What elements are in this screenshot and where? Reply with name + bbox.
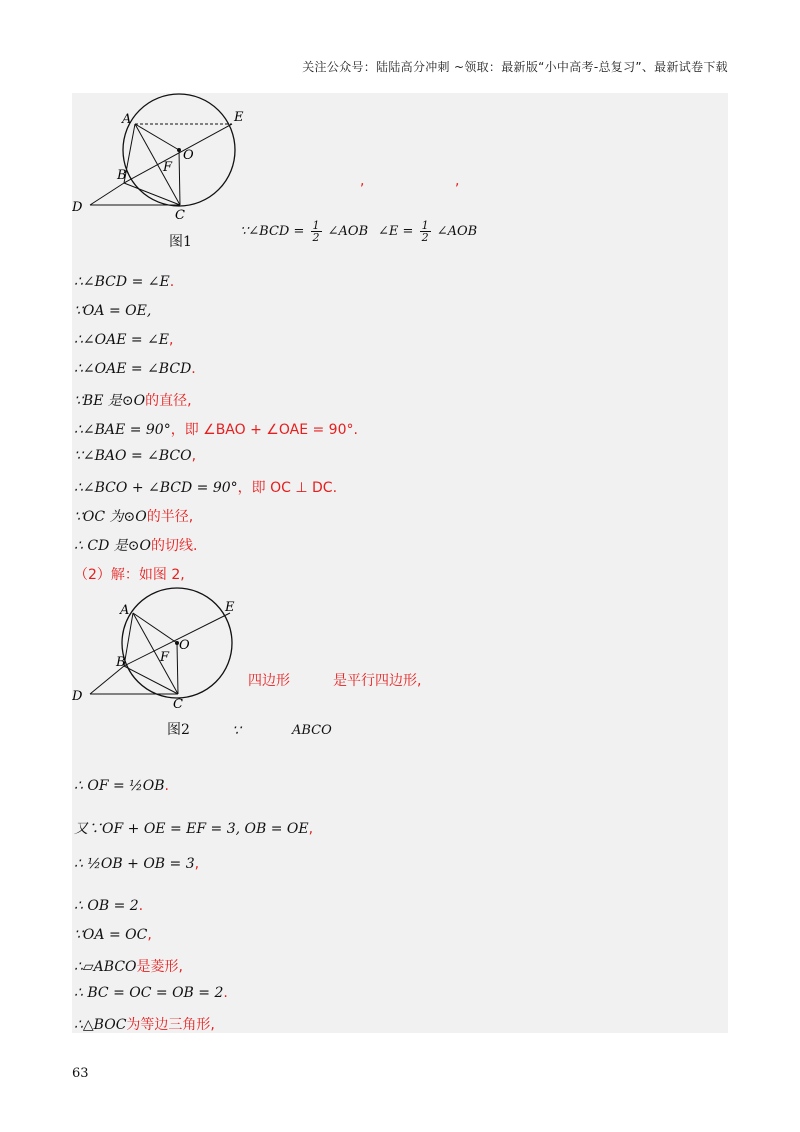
fig2-label-F: F: [160, 650, 170, 665]
proof2-line-7: ∴ BC = OC = OB = 2.: [74, 985, 228, 1001]
proof1-line-1: ∴∠BCD = ∠E.: [74, 274, 175, 290]
figure-1-caption: 图1: [169, 234, 192, 250]
proof2-line-8: ∴△BOC为等边三角形,: [74, 1017, 215, 1033]
proof1-line-2: ∵OA = OE,: [74, 303, 152, 319]
solution-panel: [72, 93, 728, 1033]
proof2-line-4: ∴ OB = 2.: [74, 898, 144, 914]
fig2-label-B: B: [116, 655, 126, 670]
figure-2-caption: 图2: [167, 722, 190, 738]
figure-2-diagram: [72, 586, 252, 711]
label-O: O: [183, 148, 194, 163]
label-B: B: [117, 168, 127, 183]
proof2-line-5: ∵OA = OC,: [74, 927, 152, 943]
figure-1-diagram: [72, 93, 252, 223]
proof1-line-5: ∵BE 是⊙O的直径,: [74, 393, 192, 409]
quadrilateral-label: 四边形: [248, 673, 290, 689]
fig2-label-D: D: [72, 689, 83, 704]
fig2-label-E: E: [225, 600, 235, 615]
proof2-line-6: ∴▱ABCO是菱形,: [74, 959, 183, 975]
fig2-label-A: A: [120, 603, 130, 618]
label-C: C: [175, 208, 185, 223]
label-E: E: [234, 110, 244, 125]
since-symbol: ∵: [232, 723, 241, 739]
page-header: 关注公众号：陆陆高分冲刺 ~领取：最新版“小中高考-总复习”、最新试卷下载: [302, 60, 728, 74]
page-number: 63: [72, 1066, 89, 1081]
abco-label: ABCO: [292, 723, 332, 738]
parallelogram-label: 是平行四边形,: [333, 673, 422, 689]
proof2-line-2: 又∵OF + OE = EF = 3, OB = OE,: [74, 821, 314, 837]
angle-bcd-equation: ∵∠BCD = $\frac{1}{2}$ ∠AOB: [240, 219, 369, 244]
angle-e-equation: ∠E = $\frac{1}{2}$ ∠AOB: [378, 219, 478, 244]
proof1-line-6: ∴∠BAE = 90°，即 ∠BAO + ∠OAE = 90°.: [74, 422, 358, 438]
part-2-heading: （2）解：如图 2,: [74, 567, 185, 583]
proof1-line-10: ∴ CD 是⊙O的切线.: [74, 538, 198, 554]
red-comma-1: ,: [360, 173, 365, 189]
proof1-line-4: ∴∠OAE = ∠BCD.: [74, 361, 196, 377]
proof2-line-3: ∴ ½OB + OB = 3,: [74, 856, 200, 872]
fig2-label-O: O: [179, 638, 190, 653]
proof1-line-9: ∵OC 为⊙O的半径,: [74, 509, 194, 525]
proof1-line-7: ∵∠BAO = ∠BCO,: [74, 448, 197, 464]
proof1-line-8: ∴∠BCO + ∠BCD = 90°，即 OC ⊥ DC.: [74, 480, 338, 496]
label-F: F: [163, 160, 173, 175]
red-comma-2: ,: [455, 173, 460, 189]
proof2-line-1: ∴ OF = ½OB.: [74, 778, 169, 794]
label-A: A: [122, 112, 132, 127]
proof1-line-3: ∴∠OAE = ∠E,: [74, 332, 174, 348]
fig2-label-C: C: [173, 697, 183, 711]
label-D: D: [72, 200, 83, 215]
